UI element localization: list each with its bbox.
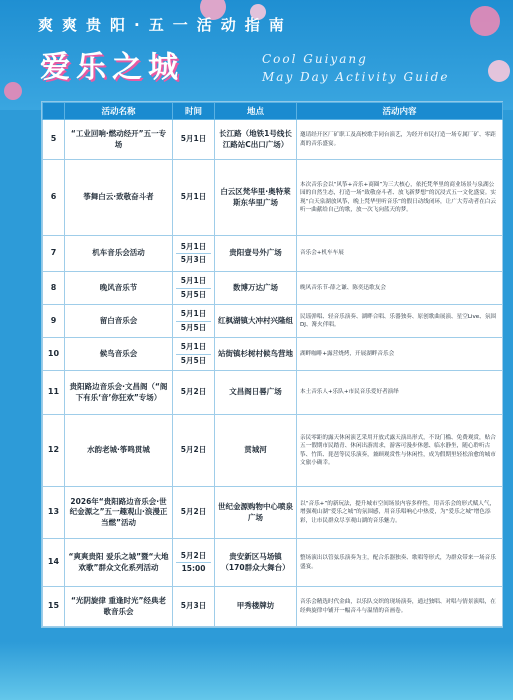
activity-name: “爽爽贵阳 爱乐之城”暨“大地欢歌”群众文化系列活动 [65, 539, 173, 587]
headline: 爽爽贵阳·五一活动指南 [38, 16, 293, 34]
table-row [43, 371, 503, 415]
activity-content: 整场演出以管弦乐演奏为主，配合乐器独奏、歌唱等形式，为群众带来一场音乐盛宴。 [297, 539, 503, 587]
activity-time: 5月3日 [173, 587, 215, 627]
table-row [43, 487, 503, 539]
header-place: 地点 [215, 103, 297, 120]
row-number: 9 [43, 305, 65, 338]
activity-content: 本土音乐人+乐队+市民音乐爱好者演绎 [297, 371, 503, 415]
bottom-band [0, 642, 513, 700]
activity-name: 2026年“贵阳路边音乐会·世纪金源之”五一趣观山·浪漫正当燃”活动 [65, 487, 173, 539]
activity-time: 5月2日 [173, 487, 215, 539]
activity-place: 站街镇杉树村候鸟营地 [215, 338, 297, 371]
activity-name: 筝舞白云·致敬奋斗者 [65, 160, 173, 236]
activity-time: 5月1日 5月5日 [173, 305, 215, 338]
activity-time: 5月2日 15:00 [173, 539, 215, 587]
row-number: 14 [43, 539, 65, 587]
english-title-line1: Cool Guiyang [262, 52, 368, 66]
table-row [43, 272, 503, 305]
row-number: 12 [43, 415, 65, 487]
activity-content: 本次音乐会以“风筝+音乐+商圈”为三大核心，依托梵华里的商业场景与泉湖公园的自然生态，打造一场“致敬奋斗者、放飞新梦想”的沉浸式五一文化盛宴。实现“白天泉湖放风筝，晚上梵华里听音乐”的假日动线闭环，让广大劳动者在白云听一曲献给自己的歌，放一次飞向蓝天的梦。 [297, 160, 503, 236]
row-number: 5 [43, 120, 65, 160]
activity-time: 5月1日 5月3日 [173, 236, 215, 272]
table-row [43, 305, 503, 338]
activity-time: 5月2日 [173, 415, 215, 487]
activity-place: 白云区梵华里·奥特莱斯东华里广场 [215, 160, 297, 236]
row-number: 15 [43, 587, 65, 627]
activity-time: 5月1日 [173, 160, 215, 236]
activity-place: 长江路（地铁1号线长江路站C出口广场） [215, 120, 297, 160]
header-content: 活动内容 [297, 103, 503, 120]
table-row [43, 587, 503, 627]
activity-content: 音乐会精选时代金曲，以乐队交织的现场演奏，通过独唱、对唱与情景演唱，在经典旋律中铺开一幅音斗与温情的音画卷。 [297, 587, 503, 627]
table-row [43, 415, 503, 487]
english-title-line2: May Day Activity Guide [262, 70, 450, 84]
activity-place: 红枫湖镇大冲村兴隆组 [215, 305, 297, 338]
row-number: 6 [43, 160, 65, 236]
row-number: 11 [43, 371, 65, 415]
activity-place: 甲秀楼牌坊 [215, 587, 297, 627]
activity-place: 贯城河 [215, 415, 297, 487]
table-row [43, 338, 503, 371]
activity-content: 以“音乐+”的新玩法，提升城市空间场景内容多样性，用音乐会的形式赋人气，增强观山湖“爱乐之城”的氛围感，用音乐唱响心中热爱，为“爱乐之城”增色添彩，让市民群众尽享观山湖的音乐魅力。 [297, 487, 503, 539]
activity-name: 水韵老城·筝鸣贯城 [65, 415, 173, 487]
activity-name: “工业回响·燃动经开”五一专场 [65, 120, 173, 160]
table-row [43, 160, 503, 236]
activity-time: 5月1日 5月5日 [173, 338, 215, 371]
activity-time: 5月1日 [173, 120, 215, 160]
table-row [43, 120, 503, 160]
activity-table-card [41, 101, 503, 628]
activity-content: 晚风音乐节-薛之谦、陈奕迅歌友会 [297, 272, 503, 305]
activity-content: 音乐会+机车车展 [297, 236, 503, 272]
blossom-decoration [470, 6, 500, 36]
activity-content: 亲民零距的露天休闲演艺采用开放式露天演出形式，不设门槛、免费观赏，贴合五一假期市民踏青、休闲出游需求，游客可漫步休憩、临水静坐，随心聆听古筝、竹笛、琵琶等民乐演奏，兼顾观赏性与休闲性，成为假期里轻松治愈的城市文旅小确幸。 [297, 415, 503, 487]
activity-content: 民谣弹唱、轻音乐演奏、湖畔合唱、乐器独奏、原创歌曲展演、星空Live、氛围DJ、篝火伴唱。 [297, 305, 503, 338]
activity-content: 邀请经开区厂矿职工及高校歌手同台演艺，为经开市民打造一场专属厂矿、零距离的音乐盛宴。 [297, 120, 503, 160]
header-time: 时间 [173, 103, 215, 120]
activity-place: 贵阳壹号外广场 [215, 236, 297, 272]
activity-time: 5月1日 5月5日 [173, 272, 215, 305]
blossom-decoration [488, 60, 510, 82]
table-row [43, 236, 503, 272]
activity-place: 贵安新区马场镇（170群众大舞台） [215, 539, 297, 587]
table-row [43, 539, 503, 587]
activity-time: 5月2日 [173, 371, 215, 415]
blossom-decoration [4, 82, 22, 100]
header-name: 活动名称 [65, 103, 173, 120]
header-no [43, 103, 65, 120]
activity-name: 候鸟音乐会 [65, 338, 173, 371]
table-header-row [43, 103, 503, 120]
activity-name: “光阴旋律 重逢时光”经典老歌音乐会 [65, 587, 173, 627]
row-number: 10 [43, 338, 65, 371]
activity-place: 世纪金源购物中心喷泉广场 [215, 487, 297, 539]
row-number: 13 [43, 487, 65, 539]
activity-table [42, 102, 503, 627]
activity-name: 机车音乐会活动 [65, 236, 173, 272]
row-number: 7 [43, 236, 65, 272]
activity-place: 数博万达广场 [215, 272, 297, 305]
page-title: 爱乐之城 [40, 50, 184, 85]
activity-name: 贵阳路边音乐会·文昌阁（“阁下有乐‘音’你狂欢”专场） [65, 371, 173, 415]
activity-name: 留白音乐会 [65, 305, 173, 338]
activity-place: 文昌阁日晷广场 [215, 371, 297, 415]
activity-name: 晚风音乐节 [65, 272, 173, 305]
activity-content: 湖畔咖啡+露营烧烤，开展湖畔音乐会 [297, 338, 503, 371]
row-number: 8 [43, 272, 65, 305]
